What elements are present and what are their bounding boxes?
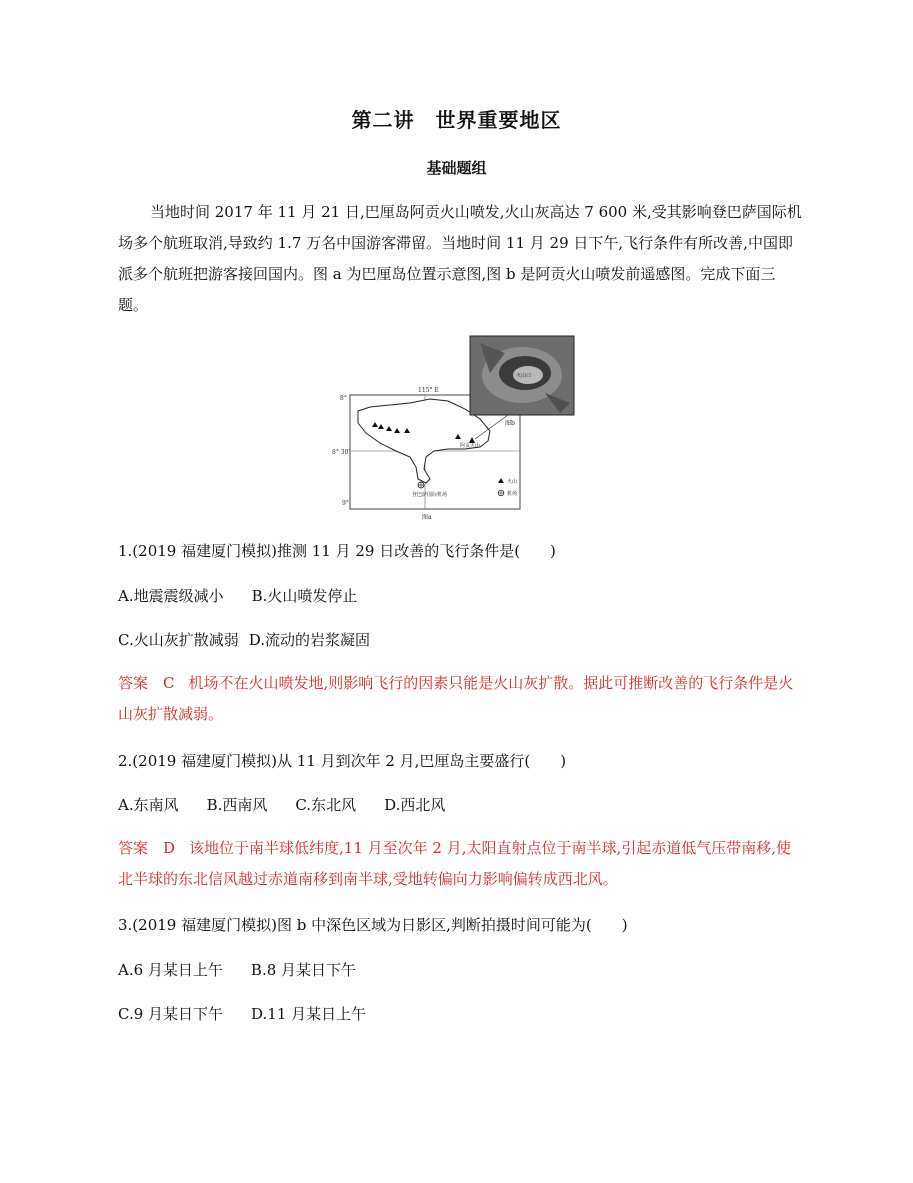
q3-option-d: D.11 月某日上午 — [251, 1005, 367, 1023]
q2-option-b: B.西南风 — [206, 796, 268, 814]
question-1-stem: 1.(2019 福建厦门模拟)推测 11 月 29 日改善的飞行条件是( ) — [118, 542, 556, 560]
q1-option-c: C.火山灰扩散减弱 — [118, 631, 239, 649]
fig-a-caption: 图a — [422, 514, 432, 521]
crater-label: 火山口 — [516, 373, 532, 379]
legend-airport-label: 机场 — [507, 491, 518, 497]
q2-option-a: A.东南风 — [118, 796, 179, 814]
question-1-options-row-2 — [118, 629, 370, 650]
lat-label-830: 8° 30′ — [332, 449, 350, 456]
lon-label: 115° E — [418, 387, 439, 394]
lat-label-9: 9° — [342, 500, 349, 507]
q2-answer-tag: 答案 D — [118, 839, 176, 857]
question-2-stem: 2.(2019 福建厦门模拟)从 11 月到次年 2 月,巴厘岛主要盛行( ) — [118, 752, 567, 770]
q3-option-b: B.8 月某日下午 — [250, 961, 357, 979]
page-title: 第二讲 世界重要地区 — [351, 108, 562, 132]
airport-name-label: 登巴萨国际机场 — [412, 492, 448, 498]
section-subtitle: 基础题组 — [426, 159, 487, 177]
q2-option-c: C.东北风 — [295, 796, 357, 814]
fig-b-caption: 图b — [505, 420, 515, 427]
q1-answer-tag: 答案 C — [118, 674, 175, 692]
question-2-answer — [118, 833, 798, 895]
question-3-options-row-1 — [118, 959, 356, 980]
q3-option-c: C.9 月某日下午 — [118, 1005, 224, 1023]
bali-map-figure — [330, 333, 590, 523]
q1-option-b: B.火山喷发停止 — [251, 587, 358, 605]
volcano-name-label: 阿贡火山 — [460, 443, 481, 449]
q1-answer-text: 机场不在火山喷发地,则影响飞行的因素只能是火山灰扩散。据此可推断改善的飞行条件是火山灰扩散减弱。 — [118, 674, 794, 723]
intro-paragraph: 当地时间 2017 年 11 月 21 日,巴厘岛阿贡火山喷发,火山灰高达 7 600 米,受其影响登巴萨国际机场多个航班取消,导致约 1.7 万名中国游客滞留。当地时间 11 月 29 日下午,飞行条件有所改善,中国即派多个航班把游客接回国内。图 a 为巴厘岛位置示意图,图 b 是阿贡火山喷发前遥感图。完成下面三题。 — [118, 203, 802, 314]
q1-option-d: D.流动的岩浆凝固 — [248, 631, 370, 649]
question-1-answer — [118, 668, 798, 730]
lat-label-8: 8° — [340, 395, 347, 402]
legend-volcano-label: 火山 — [507, 479, 518, 485]
q2-answer-text: 该地位于南半球低纬度,11 月至次年 2 月,太阳直射点位于南半球,引起赤道低气压带南移,使北半球的东北信风越过赤道南移到南半球,受地转偏向力影响偏转成西北风。 — [118, 839, 792, 888]
q3-option-a: A.6 月某日上午 — [118, 961, 223, 979]
q1-option-a: A.地震震级减小 — [118, 587, 224, 605]
question-2-options — [118, 794, 445, 815]
question-3-options-row-2 — [118, 1003, 366, 1024]
question-1-options-row-1 — [118, 585, 357, 606]
question-3-stem: 3.(2019 福建厦门模拟)图 b 中深色区域为日影区,判断拍摄时间可能为( ) — [118, 916, 628, 934]
q2-option-d: D.西北风 — [384, 796, 446, 814]
